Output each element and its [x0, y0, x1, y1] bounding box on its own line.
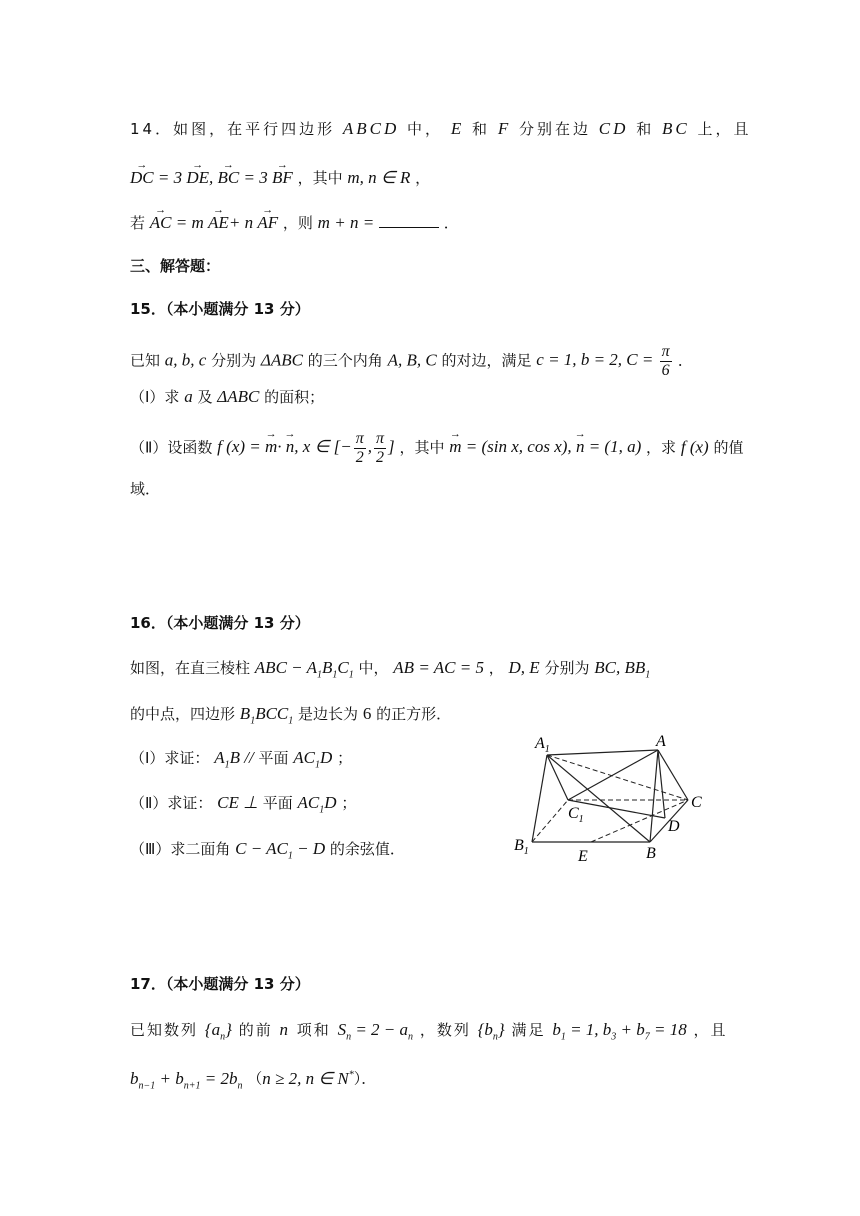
q16-text: ； — [341, 794, 357, 812]
q17-text: （ — [247, 1069, 263, 1088]
q14-text: 和 — [636, 120, 655, 138]
math-prism: ABC − $A_1B_1C_1$ — [254, 658, 354, 681]
q17-text: ）． — [353, 1069, 377, 1088]
q17-text: 已知数列 — [130, 1021, 199, 1039]
q16-text: 分别为 — [544, 659, 590, 677]
q16-text: 的中点，四边形 — [130, 705, 236, 723]
q15-text: 的值 — [713, 438, 744, 457]
q14-text: ． — [443, 214, 459, 232]
math-CE-perp: CE ⊥ — [217, 793, 258, 812]
answer-blank — [379, 213, 439, 228]
math-AC1D: $AC_1D$ — [293, 748, 333, 771]
math-function-def: f (x) = → m· → n, x ∈ [− $\frac{\pi}{2}$ , $\frac{\pi}{2}$ ] — [217, 437, 394, 456]
q17-line2 — [130, 1064, 376, 1097]
q14-text: 分别在边 — [518, 120, 591, 138]
math-F: F — [497, 119, 512, 138]
math-a: a — [184, 387, 193, 406]
math-B1BCC1: $B_1BCC_1$ — [239, 704, 294, 727]
fig-label-D: D — [668, 818, 680, 835]
math-m-plus-n: m + n = — [317, 213, 375, 232]
q14-text: 上，且 — [697, 120, 752, 138]
math-abc: a, b, c — [164, 350, 207, 370]
q15-part1 — [130, 386, 324, 408]
math-mn-in-R: m, n ∈ R — [347, 168, 411, 187]
q17-text: 项和 — [296, 1021, 331, 1039]
q14-line1 — [130, 118, 752, 140]
q17-text: 的前 — [238, 1021, 273, 1039]
math-triangle-ABC: ΔABC — [260, 350, 304, 370]
q14-text: 中， — [407, 120, 444, 138]
q17-text: 满足 — [511, 1021, 546, 1039]
q16-text: ， — [488, 659, 504, 677]
q15-text: 及 — [197, 388, 213, 406]
q17-text: ，且 — [693, 1021, 728, 1039]
q14-text: 14．如图，在平行四边形 — [130, 120, 336, 138]
q16-text: 如图，在直三棱柱 — [130, 659, 251, 677]
q16-text: 平面 — [258, 749, 289, 767]
q16-text: （Ⅲ）求二面角 — [130, 840, 231, 858]
q15-header: 15．（本小题满分 13 分） — [130, 300, 310, 318]
math-ABC-angles: A, B, C — [387, 350, 437, 370]
fig-label-A: A — [656, 733, 666, 750]
q14-text: 和 — [472, 120, 491, 138]
q14-line2 — [130, 167, 430, 189]
math-BC: BC — [661, 119, 690, 138]
math-ac-decomposition: → AC = m → AE+ n → AF — [150, 213, 278, 232]
q15-text: 分别为 — [211, 351, 257, 370]
math-A1B-parallel: $A_1B$ // — [214, 748, 254, 771]
q15-text: 的对边，满足 — [441, 351, 532, 370]
q14-text: 若 — [130, 214, 146, 232]
fig-label-A1: $A_1$ — [535, 735, 550, 755]
q16-line1 — [130, 657, 650, 686]
q16-header: 16．（本小题满分 13 分） — [130, 614, 310, 632]
section-heading: 三、解答题： — [130, 257, 221, 275]
math-triangle-ABC: ΔABC — [217, 387, 260, 406]
q16-text: 的余弦值． — [329, 840, 405, 858]
q17-text: ，数列 — [419, 1021, 471, 1039]
q15-line1 — [130, 343, 693, 380]
q16-text: 是边长为 — [298, 705, 359, 723]
math-BC-BB1: BC, $BB_1$ — [594, 658, 651, 681]
q16-part2 — [130, 792, 356, 821]
q15-text: 的三个内角 — [307, 351, 383, 370]
q16-text: 平面 — [262, 794, 293, 812]
q14-text: ，其中 — [297, 169, 343, 187]
q15-text: 已知 — [130, 351, 161, 370]
q17-line1 — [130, 1019, 728, 1048]
math-E: E — [450, 119, 465, 138]
fig-label-C1: $C_1$ — [568, 805, 584, 825]
q16-text: ； — [337, 749, 353, 767]
math-b-conditions: $b_1 = 1$, $b_3 + b_7 = 18$ — [552, 1020, 687, 1043]
q16-text: （Ⅰ）求证： — [130, 749, 210, 767]
math-DE: D, E — [508, 658, 540, 677]
q17-header: 17．（本小题满分 13 分） — [130, 975, 310, 993]
q16-part1 — [130, 747, 352, 776]
math-Sn: $S_n = 2 - a_n$ — [337, 1020, 414, 1043]
math-n-range: n ≥ 2, n ∈ N* — [262, 1068, 354, 1088]
math-vectors-mn: → m = (sin x, cos x), → n = (1, a) — [449, 437, 641, 456]
q15-text: ． — [677, 351, 693, 370]
q15-text: 的面积； — [264, 388, 325, 406]
math-dihedral: $C - AC_1 - D$ — [235, 839, 326, 862]
q16-text: 中， — [358, 659, 389, 677]
q15-part2 — [130, 430, 744, 467]
q14-text: ，则 — [282, 214, 313, 232]
fig-label-B: B — [646, 845, 656, 862]
math-AC1D: $AC_1D$ — [297, 793, 337, 816]
math-vector-condition: → DC = 3 → DE, → BC = 3 → BF — [130, 168, 293, 187]
math-recurrence: $b_{n-1} + b_{n+1} = 2b_n$ — [130, 1068, 243, 1092]
q15-part2-cont: 域． — [130, 480, 161, 498]
q16-text: 的正方形． — [376, 705, 452, 723]
fig-label-C: C — [691, 794, 702, 811]
math-bn: $\{b_n\}$ — [477, 1020, 505, 1043]
q14-line3 — [130, 212, 459, 234]
q16-text: （Ⅱ）求证： — [130, 794, 213, 812]
q15-text: （Ⅱ）设函数 — [130, 438, 213, 457]
math-ABCD: ABCD — [342, 119, 400, 138]
q16-line2 — [130, 703, 451, 732]
q15-text: ，其中 — [399, 438, 445, 457]
math-an: $\{a_n\}$ — [204, 1020, 232, 1043]
math-CD: CD — [598, 119, 629, 138]
q15-text: ，求 — [646, 438, 677, 457]
math-fx: f (x) — [680, 437, 709, 457]
q16-part3 — [130, 838, 405, 867]
math-AB-AC: AB = AC = 5 — [393, 658, 484, 677]
prism-figure — [510, 730, 710, 865]
fig-label-E: E — [578, 848, 588, 865]
math-six: 6 — [362, 704, 372, 723]
fig-label-B1: $B_1$ — [514, 837, 529, 857]
q14-text: ， — [415, 169, 431, 187]
q15-text: （Ⅰ）求 — [130, 388, 180, 406]
math-n: n — [279, 1020, 290, 1039]
math-conditions: c = 1, b = 2, C = $\frac{\pi}{6}$ — [536, 343, 670, 379]
